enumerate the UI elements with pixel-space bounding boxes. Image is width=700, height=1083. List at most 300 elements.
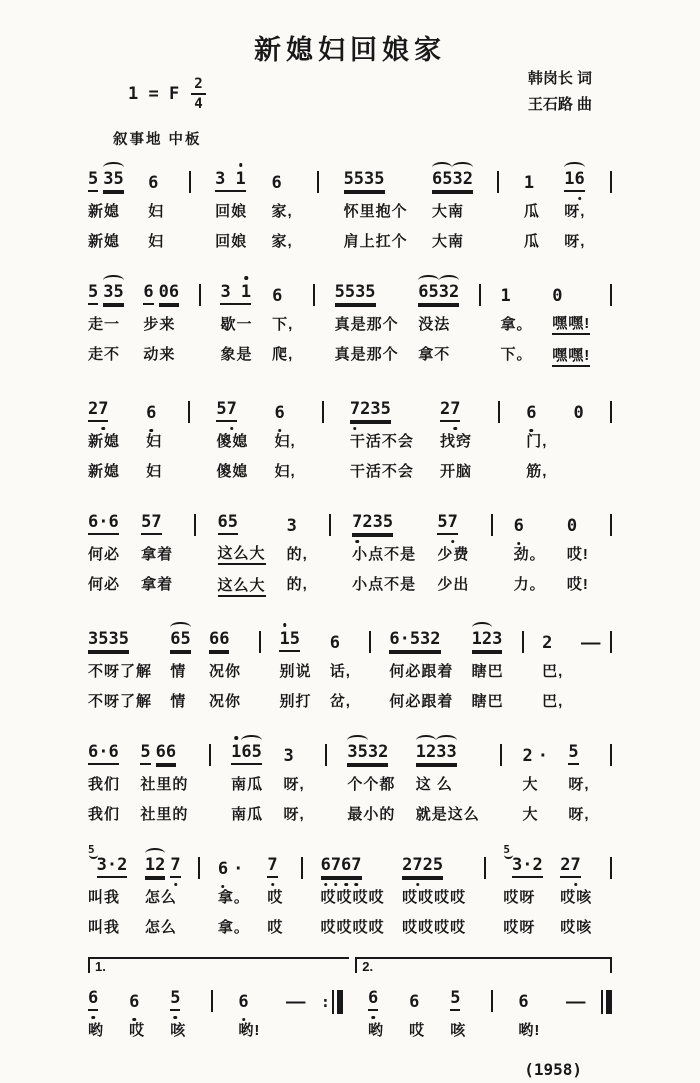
note: 66 [156,744,176,765]
tie-arc [418,275,438,286]
note-group [88,844,127,878]
measure-column [335,271,399,365]
octave-dot-below [174,1016,178,1020]
measure-column [267,844,283,938]
credits [528,66,592,119]
tie-arc [241,735,261,746]
octave-dot-below [149,429,153,433]
lyric: 何必 [88,576,121,593]
note: 6 [88,990,98,1011]
lyric: 肩上扛个 [343,233,408,250]
lyric: 新媳 [88,203,121,220]
lyric: 下。 [500,346,533,363]
lyric: 南瓜 [231,806,264,823]
measure-column [88,388,120,482]
measure-column [274,388,295,482]
lyric: 叫我 [88,919,121,936]
note-group [145,844,181,878]
octave-dot-below [271,883,275,887]
note: 3535 [88,631,129,652]
lyric: 呀, [568,806,590,823]
system [88,388,612,482]
lyric: 不呀了解 [88,693,153,710]
barline [484,857,486,879]
barline [498,401,500,423]
note: 57 [437,514,457,535]
lyric: 呀, [283,776,305,793]
measure-column [143,271,179,365]
time-numerator: 2 [191,76,205,95]
note-group [409,977,419,1011]
measure-column [220,271,252,365]
measure-column [88,977,104,1041]
lyric: 妇 [146,433,163,450]
lyric: 筋, [526,463,548,480]
lyric: 哎 [267,889,284,906]
lyric: 巴, [542,663,564,680]
barline [522,631,524,653]
note: 6·532 [389,631,440,652]
composer: 王石路 曲 [527,96,592,114]
system [88,271,612,369]
lyric: 妇 [148,233,165,250]
note: 66 [209,631,229,652]
lyric: 走一 [88,316,121,333]
tempo-marking: 叙事地 中板 [113,132,202,148]
volta-label: 1. [95,959,106,974]
note-group [440,388,460,422]
barline [497,171,499,193]
lyric: 拿。 [217,919,250,936]
measure-column [88,158,124,252]
note: 1 [523,173,535,193]
tie-arc [347,735,367,746]
lyric: 没法 [418,316,451,333]
note: 6532 [418,284,459,305]
measure-column [218,501,266,599]
lyric: 动来 [143,346,176,363]
note-group [524,158,534,192]
system [88,158,612,252]
system [88,957,612,1041]
lyric: 哟! [238,1022,261,1039]
lyric: 话, [329,663,351,680]
lyric: 回娘 [215,233,248,250]
lyric: 真是那个 [334,346,399,363]
measure-column [518,977,540,1041]
lyric: 干活不会 [349,463,414,480]
measure-column [272,271,293,365]
note: 6 [272,286,283,306]
barline [610,171,612,193]
note-group [220,271,251,305]
note: · [537,746,548,766]
lyric: 傻媳 [216,463,249,480]
measure-column [279,618,311,712]
lyric: 瞎巴 [471,693,504,710]
note: 65 [218,514,238,535]
measure-column [368,977,384,1041]
lyric: 拿。 [217,889,250,906]
barline [500,744,502,766]
measure-column [170,977,186,1041]
octave-dot-below [574,883,578,887]
measure-column [522,731,548,825]
note: 2 [522,746,533,766]
lyric: 爬, [272,346,294,363]
note-group [503,844,542,878]
lyric: 我们 [88,776,121,793]
note-group [344,158,385,192]
measure-column [215,158,247,252]
measure-column [287,501,308,595]
score [88,158,612,1041]
note: 0 [566,516,578,536]
note-group [350,388,391,422]
note: 65 [170,631,190,652]
tie-arc [103,162,123,173]
lyric: 妇, [274,433,296,450]
note-group [542,618,552,652]
note: 57 [141,514,161,535]
note: 7235 [352,514,393,535]
note-group [416,731,457,765]
octave-dot-below [451,540,455,544]
lyric: 呀, [564,203,586,220]
note: 6 [409,992,420,1012]
note-group [140,731,176,765]
note: 6 [129,994,139,1011]
measure-column [209,618,241,712]
octave-dot-below [356,540,360,544]
measure-column [542,618,563,712]
system [88,844,612,938]
lyric: 拿着 [141,546,174,563]
lyric: 哟! [518,1022,541,1039]
note-group [335,271,376,305]
note: · [233,859,244,879]
measure-column [330,618,351,712]
note: — [285,992,305,1012]
lyric: 嘿嘿! [552,315,590,335]
tie-arc [472,622,492,633]
note-group [432,158,473,192]
note: 0 [552,286,563,306]
measure-column [514,501,546,595]
note: 0 [573,403,584,423]
note-group [231,731,262,765]
note: — [565,992,585,1012]
lyric: 哎呀 [503,889,536,906]
note: 7235 [350,401,391,422]
note-group [88,388,108,422]
lyric: 新媳 [88,433,121,450]
note-group [283,731,293,765]
lyric: 呀, [568,776,590,793]
lyric: 大 [522,776,539,793]
lyric: 瓜 [523,233,540,250]
barline [610,284,612,306]
note-group [267,844,277,878]
note: 5 [140,744,150,765]
octave-dot-below [242,1018,246,1022]
measure-column [88,731,120,825]
time-denominator: 4 [194,96,203,113]
lyric: 怎么 [144,919,177,936]
note: 5535 [344,171,385,192]
note: 6 [148,173,159,193]
measure-column [524,158,540,252]
barline [198,857,200,879]
lyric: 何必 [88,546,121,563]
note: 6 [238,994,248,1011]
measure-column [402,844,466,938]
lyric: 岔, [329,693,351,710]
note: 123 [472,631,503,652]
tie-arc [416,735,436,746]
note: 2 [542,633,553,653]
note: 6 [143,284,153,305]
barline [491,990,493,1012]
lyric: 就是这么 [415,806,480,823]
lyric: 社里的 [140,776,189,793]
note-group [170,977,180,1011]
tie-arc [439,275,459,286]
lyric: 力。 [513,576,546,593]
lyric: 哎! [566,576,589,593]
octave-dot-above [239,163,243,167]
measure-column [238,977,260,1041]
lyric: 哎哎哎哎 [320,919,385,936]
barline [322,401,324,423]
system-row [88,977,612,1041]
barline [325,744,327,766]
lyric: 别说 [279,663,312,680]
header [0,28,700,158]
tie-arc [564,162,584,173]
lyric: 哟 [367,1022,384,1039]
lyric: 拿。 [500,316,533,333]
note: 5535 [335,284,376,305]
system-row [88,158,612,252]
note-group [143,271,179,305]
lyric: 最小的 [347,806,396,823]
lyric: 呀, [283,806,305,823]
note: 5 [88,284,98,305]
note-group [141,501,161,535]
measure-column [567,501,589,595]
key-signature [128,76,206,112]
note: 5 [170,990,180,1011]
note: 6 [518,992,529,1012]
note: — [581,633,601,653]
note: 3·2 [512,857,543,878]
barline [259,631,261,653]
note-group [450,977,460,1011]
octave-dot-below [454,427,458,431]
lyric: 别打 [279,693,312,710]
system-row [88,731,612,825]
note-group [321,844,362,878]
octave-dot-above [234,736,238,740]
lyric: 咳 [450,1022,467,1039]
lyric: 我们 [88,806,121,823]
note-group [285,977,305,1012]
barline [317,171,319,193]
lyric: 况你 [208,693,241,710]
measure-column [503,844,542,938]
measure-column [272,158,293,252]
lyric: 步来 [143,316,176,333]
note-group [565,977,585,1012]
note-group [88,501,119,535]
lyric: 的, [286,576,308,593]
note-group [402,844,443,878]
note: 6·6 [88,514,119,535]
system-row [88,844,612,938]
lyric: 哎 [129,1022,146,1039]
lyric: 南瓜 [231,776,264,793]
repeat-barline [321,990,343,1014]
lyric: 哎哎哎哎 [402,889,467,906]
lyric: 哟 [88,1022,105,1039]
lyric: 哎咳 [560,919,593,936]
measure-column [218,844,250,938]
note-group [522,731,548,765]
lyric: 下, [272,316,294,333]
note-group [209,618,229,652]
barline [199,284,201,306]
system-row [88,618,612,712]
note: 6 [514,518,524,535]
system [88,618,612,712]
lyric: 真是那个 [334,316,399,333]
note: 06 [159,284,179,305]
barline [479,284,481,306]
measure-column [283,731,304,825]
barline-thin [332,990,334,1014]
octave-dot-below [355,883,359,887]
note-group [216,388,236,422]
octave-dot-below [221,885,225,889]
octave-dot-below [324,883,328,887]
measure-column [565,977,585,1041]
note-group [88,731,119,765]
barline [313,284,315,306]
measure-column [501,271,533,365]
octave-dot-below [334,883,338,887]
lyric: 开脑 [440,463,473,480]
lyric: 哎哎哎哎 [320,889,385,906]
lyric: 叫我 [88,889,121,906]
barline [491,514,493,536]
measure-column [216,388,248,482]
lyric: 走不 [88,346,121,363]
note: 3 1 [220,284,251,305]
lyric: 怀里抱个 [343,203,408,220]
lyric: 拿着 [141,576,174,593]
barline [189,171,191,193]
tie-arc [170,622,190,633]
song-title: 新媳妇回娘家 [254,35,446,65]
note-group [88,158,124,192]
note: 1233 [416,744,457,765]
system [88,501,612,599]
note: 27 [88,401,108,422]
barline-thin [601,990,603,1014]
note: 5 [450,990,460,1011]
note-group [272,158,282,192]
octave-dot-above [244,276,248,280]
lyric: 大南 [432,233,465,250]
note: 57 [216,401,236,422]
note-group [574,388,584,422]
grace-note: 5 [88,843,95,856]
tie-arc [452,162,472,173]
barline [610,401,612,423]
note-group [330,618,340,652]
note: 3 [286,516,297,536]
tie-arc [436,735,456,746]
tie-arc [103,275,123,286]
measure-column [146,388,162,482]
note: 27 [440,401,460,422]
note: 3 [283,746,294,766]
lyric: 何必跟着 [389,693,454,710]
note-group [218,844,244,878]
lyric: 情 [170,693,187,710]
barline [369,631,371,653]
note-group [564,158,584,192]
system-row [88,388,612,482]
note-group [287,501,297,535]
lyric: 妇, [274,463,296,480]
tie-arc [145,848,165,859]
repeat-dots: : [320,993,330,1011]
measure-column [88,844,127,938]
volta-label: 2. [362,959,374,974]
lyric: 哎 [409,1022,426,1039]
note-group [567,501,577,535]
system-row [88,271,612,369]
measure-column [321,844,385,938]
measure-column [418,271,459,365]
note-group [568,731,578,765]
barline-thick [337,990,343,1014]
lyric: 瓜 [523,203,540,220]
tie-arc [432,162,452,173]
lyric: 巴, [542,693,564,710]
lyric: 哎哎哎哎 [402,919,467,936]
octave-dot-below [278,429,282,433]
note: 7 [267,857,277,878]
measure-column [564,158,585,252]
note: 5 [88,171,98,192]
barline [209,744,211,766]
note-group [274,388,284,422]
note: 6·6 [88,744,119,765]
final-barline [601,990,612,1014]
measure-column [88,618,152,712]
octave-dot-below [174,883,178,887]
measure-column [88,501,120,595]
lyric: 况你 [208,663,241,680]
measure-column [389,618,453,712]
note-group [514,501,524,535]
measure-column [472,618,504,712]
note: 7 [170,857,180,878]
lyric: 哎咳 [560,889,593,906]
